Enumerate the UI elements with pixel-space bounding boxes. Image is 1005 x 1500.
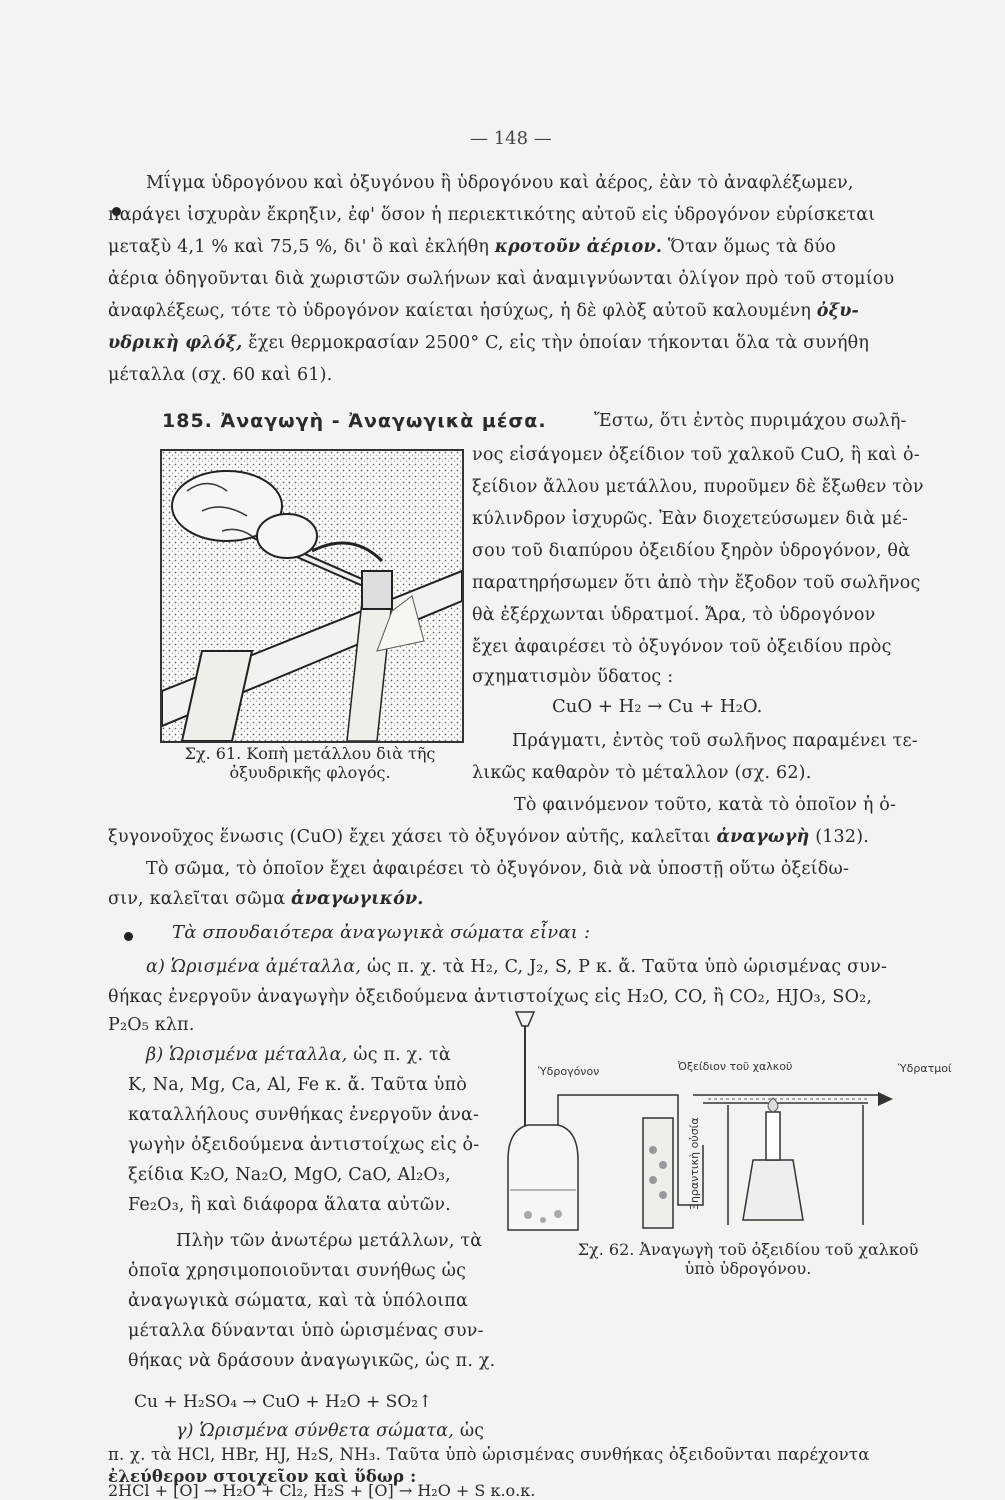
- item-a-label: α) Ὡρισμένα ἀμέταλλα,: [146, 957, 362, 977]
- para1-line: παράγει ἰσχυρὰν ἔκρηξιν, ἐφ' ὅσον ἡ περιεκτικότης αὐτοῦ εἰς ὑδρογόνον εὑρίσκεται: [108, 205, 876, 225]
- para1-line: μέταλλα (σχ. 60 καὶ 61).: [108, 365, 333, 385]
- section-heading: [162, 410, 547, 432]
- para1-line: [108, 332, 869, 354]
- figure-61-image: [160, 449, 464, 743]
- para1-text: Ὅταν ὅμως τὰ δύο: [667, 237, 836, 257]
- para2-line: θὰ ἐξέρχωνται ὑδρατμοί. Ἄρα, τὸ ὑδρογόνον: [472, 605, 876, 625]
- item-b-line: γωγὴν ὀξειδούμενα ἀντιστοίχως εἰς ὀ-: [128, 1135, 480, 1155]
- para2-line: σχηματισμὸν ὕδατος :: [472, 667, 674, 687]
- item-c-line: [176, 1420, 484, 1442]
- para2-line: ξείδιον ἄλλου μετάλλου, πυροῦμεν δὲ ἔξωθεν τὸν: [472, 477, 924, 497]
- para2-line: κύλινδρον ἰσχυρῶς. Ἐὰν διοχετεύσωμεν διὰ μέ-: [472, 509, 908, 529]
- figure-62-caption: [528, 1240, 968, 1278]
- label-copper-oxide: Ὀξείδιον τοῦ χαλκοῦ: [678, 1060, 793, 1073]
- item-b-line: ξείδια K₂O, Na₂O, MgO, CaO, Al₂O₃,: [128, 1165, 451, 1185]
- figure-61-caption-line: Σχ. 61. Κοπὴ μετάλλου διὰ τῆς: [184, 744, 436, 763]
- term-anagogi: ἀναγωγὴ: [716, 827, 810, 847]
- para1-line: [108, 300, 859, 322]
- figure-62-image: [498, 1000, 978, 1235]
- section-title: Ἀναγωγὴ - Ἀναγωγικὰ μέσα.: [220, 410, 547, 432]
- term-kroton-aerion: κροτοῦν ἀέριον.: [494, 237, 663, 257]
- para3-text: σιν, καλεῖται σῶμα: [108, 889, 286, 909]
- item-b-line: [146, 1044, 451, 1066]
- para3-text: ξυγονοῦχος ἕνωσις (CuO) ἔχει χάσει τὸ ὀξυγόνον αὐτῆς, καλεῖται: [108, 827, 711, 847]
- para2-line: σου τοῦ διαπύρου ὀξειδίου ξηρὸν ὑδρογόνον, θὰ: [472, 541, 911, 561]
- para2-line: ἔχει ἀφαιρέσει τὸ ὀξυγόνον τοῦ ὀξειδίου πρὸς: [472, 637, 892, 657]
- para3-line: Πράγματι, ἐντὸς τοῦ σωλῆνος παραμένει τε-: [512, 731, 918, 751]
- item-a-line: θήκας ἐνεργοῦν ἀναγωγὴν ὀξειδούμενα ἀντιστοίχως εἰς H₂O, CO, ἢ CO₂, HJO₃, SO₂,: [108, 987, 873, 1007]
- para2-line: παρατηρήσωμεν ὅτι ἀπὸ τὴν ἔξοδον τοῦ σωλῆνος: [472, 573, 921, 593]
- item-b-line: Fe₂O₃, ἢ καὶ διάφορα ἅλατα αὐτῶν.: [128, 1195, 451, 1215]
- item-b-text: ὡς π. χ. τὰ: [353, 1045, 451, 1065]
- para4-line: θήκας νὰ δράσουν ἀναγωγικῶς, ὡς π. χ.: [128, 1351, 496, 1371]
- para1-text: ἔχει θερμοκρασίαν 2500° C, εἰς τὴν ὁποίαν τήκονται ὅλα τὰ συνήθη: [248, 333, 870, 353]
- term-oxyhydric-flame: υδρικὴ φλόξ,: [108, 333, 243, 353]
- para4-line: ἀναγωγικὰ σώματα, καὶ τὰ ὑπόλοιπα: [128, 1291, 468, 1311]
- figure-61-caption-line: ὀξυυδρικῆς φλογός.: [229, 763, 391, 782]
- para4-line: μέταλλα δύνανται ὑπὸ ὡρισμένας συν-: [128, 1321, 484, 1341]
- label-hydrogen: Ὑδρογόνον: [538, 1065, 600, 1078]
- figure-62-caption-line: Σχ. 62. Ἀναγωγὴ τοῦ ὀξειδίου τοῦ χαλκοῦ: [577, 1240, 919, 1259]
- para1-text: μεταξὺ 4,1 % καὶ 75,5 %, δι' ὃ καὶ ἐκλήθη: [108, 237, 489, 257]
- bullet-marker: [124, 932, 133, 941]
- item-c-line: ἐλεύθερον στοιχεῖον καὶ ὕδωρ :: [108, 1467, 417, 1486]
- list-intro: Τὰ σπουδαιότερα ἀναγωγικὰ σώματα εἶναι :: [172, 922, 591, 943]
- para3-line: [108, 888, 424, 910]
- item-a-line: [146, 956, 887, 978]
- item-b-line: καταλλήλους συνθήκας ἐνεργοῦν ἀνα-: [128, 1105, 480, 1125]
- para3-line: Τὸ φαινόμενον τοῦτο, κατὰ τὸ ὁποῖον ἡ ὀ-: [514, 795, 897, 815]
- equation-cu-h2so4: Cu + H₂SO₄ → CuO + H₂O + SO₂↑: [134, 1392, 433, 1412]
- para4-line: ὁποῖα χρησιμοποιοῦνται συνήθως ὡς: [128, 1261, 467, 1281]
- label-water-vapour: Ὑδρατμοί: [898, 1062, 952, 1075]
- section-number: 185.: [162, 410, 213, 432]
- para3-text: (132).: [815, 827, 870, 847]
- para3-line: λικῶς καθαρὸν τὸ μέταλλον (σχ. 62).: [472, 763, 812, 783]
- item-c-line: π. χ. τὰ HCl, HBr, HJ, H₂S, NH₃. Ταῦτα ὑπὸ ὡρισμένας συνθήκας ὀξειδοῦνται παρέχοντα: [108, 1445, 870, 1464]
- figure-62-caption-line: ὑπὸ ὑδρογόνου.: [684, 1259, 812, 1278]
- metal-cutting-illustration: [162, 451, 462, 741]
- term-anagogikon: ἀναγωγικόν.: [291, 889, 424, 909]
- para1-line: ἀέρια ὁδηγοῦνται διὰ χωριστῶν σωλήνων καὶ ἀναμιγνύωνται ὀλίγον πρὸ τοῦ στομίου: [108, 269, 895, 289]
- item-b-label: β) Ὡρισμένα μέταλλα,: [146, 1045, 348, 1065]
- para2-line: Ἔστω, ὅτι ἐντὸς πυριμάχου σωλῆ-: [594, 411, 907, 431]
- para2-line: νος εἰσάγομεν ὀξείδιον τοῦ χαλκοῦ CuO, ἢ καὶ ὀ-: [472, 445, 920, 465]
- equation-cuo-reduction: CuO + H₂ → Cu + H₂O.: [552, 696, 763, 717]
- para3-line: [108, 826, 869, 848]
- label-drying-agent: Ξηραντικὴ οὐσία: [688, 1117, 701, 1210]
- term-oxyhydric: ὀξυ-: [816, 301, 860, 321]
- item-c-label: γ) Ὡρισμένα σύνθετα σώματα,: [176, 1421, 455, 1441]
- item-a-text: ὡς π. χ. τὰ H₂, C, J₂, S, P κ. ἄ. Ταῦτα ὑπὸ ὡρισμένας συν-: [366, 957, 888, 977]
- equation-oxidation-examples: 2HCl + [O] → H₂O + Cl₂, H₂S + [O] → H₂O + S κ.ο.κ.: [108, 1481, 536, 1500]
- reduction-apparatus-diagram: [498, 1000, 978, 1235]
- para1-text: ἀναφλέξεως, τότε τὸ ὑδρογόνον καίεται ἡσύχως, ἡ δὲ φλὸξ αὐτοῦ καλουμένη: [108, 301, 812, 321]
- para1-line: Μΐγμα ὑδρογόνου καὶ ὀξυγόνου ἢ ὑδρογόνου καὶ ἀέρος, ἐὰν τὸ ἀναφλέξωμεν,: [146, 173, 854, 193]
- item-b-line: K, Na, Mg, Ca, Al, Fe κ. ἄ. Ταῦτα ὑπὸ: [128, 1075, 468, 1095]
- para1-line: [108, 236, 836, 258]
- figure-61-caption: [160, 744, 460, 782]
- item-c-text: ὡς: [459, 1421, 485, 1441]
- item-a-line: P₂O₅ κλπ.: [108, 1015, 195, 1035]
- para4-line: Πλὴν τῶν ἀνωτέρω μετάλλων, τὰ: [176, 1231, 483, 1251]
- page-number: — 148 —: [470, 128, 552, 149]
- para3-line: Τὸ σῶμα, τὸ ὁποῖον ἔχει ἀφαιρέσει τὸ ὀξυγόνον, διὰ νὰ ὑποστῇ οὕτω ὀξείδω-: [146, 859, 850, 879]
